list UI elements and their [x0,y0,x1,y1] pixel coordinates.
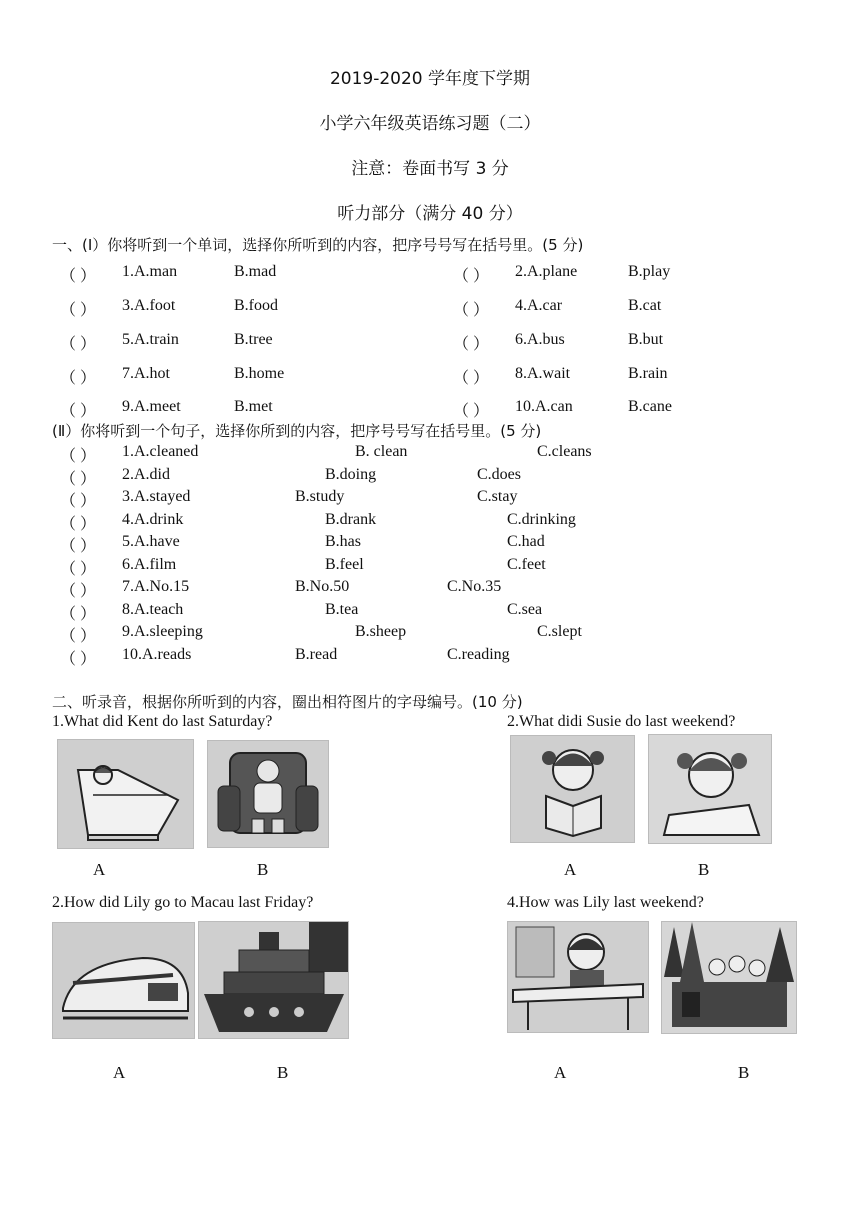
option-a: 8.A.wait [515,365,571,382]
answer-paren[interactable]: （ ） [60,606,97,623]
ship-picture[interactable] [198,921,349,1039]
answer-paren[interactable]: （ ） [60,471,97,488]
question-2: 2.What didi Susie do last weekend? [507,713,736,730]
question-3: 2.How did Lily go to Macau last Friday? [52,894,314,911]
option-a: 2.A.plane [515,263,578,280]
q1-label-b[interactable]: B [257,860,269,879]
option-c: C.sea [507,601,543,618]
option-a: 5.A.train [122,331,179,348]
option-b: B.doing [325,466,377,483]
q4-label-a[interactable]: A [554,1063,567,1082]
option-a: 9.A.sleeping [122,623,203,640]
q3-label-b[interactable]: B [277,1063,289,1082]
option-a: 1.A.man [122,263,178,280]
train-picture[interactable] [52,922,195,1039]
option-a: 5.A.have [122,533,180,550]
option-a: 1.A.cleaned [122,443,199,460]
option-b: B.food [234,297,278,314]
q3-label-a[interactable]: A [113,1063,126,1082]
answer-paren[interactable]: （ ） [60,268,97,285]
answer-paren[interactable]: （ ） [60,651,97,668]
option-b: B.No.50 [295,578,350,595]
q2-label-b[interactable]: B [698,860,710,879]
bed-picture[interactable] [57,739,194,849]
option-a: 4.A.drink [122,511,184,528]
option-b: B.feel [325,556,364,573]
answer-paren[interactable]: （ ） [60,403,97,420]
option-a: 8.A.teach [122,601,184,618]
option-c: C.No.35 [447,578,502,595]
option-b: B.study [295,488,345,505]
option-a: 4.A.car [515,297,563,314]
option-a: 2.A.did [122,466,170,483]
question-4: 4.How was Lily last weekend? [507,894,704,911]
answer-paren[interactable]: （ ） [60,561,97,578]
armchair-picture[interactable] [207,740,329,848]
option-a: 7.A.No.15 [122,578,190,595]
option-a: 3.A.stayed [122,488,191,505]
girl-reading-picture[interactable] [510,735,635,843]
option-b: B.read [295,646,338,663]
option-a: 6.A.bus [515,331,565,348]
answer-paren[interactable]: （ ） [453,403,490,420]
option-b: B.drank [325,511,377,528]
title-notice: 注意：卷面书写 3 分 [351,159,509,179]
option-a: 10.A.reads [122,646,192,663]
part1b-heading: (Ⅱ）你将听到一个句子，选择你所到的内容，把序号号写在括号里。(5 分) [52,422,542,440]
option-b: B.rain [628,365,668,382]
option-b: B.cane [628,398,672,415]
answer-paren[interactable]: （ ） [60,493,97,510]
answer-paren[interactable]: （ ） [60,516,97,533]
answer-paren[interactable]: （ ） [60,448,97,465]
answer-paren[interactable]: （ ） [60,336,97,353]
option-b: B.met [234,398,273,415]
option-b: B.has [325,533,361,550]
option-a: 6.A.film [122,556,177,573]
part1a-heading: 一、(Ⅰ）你将听到一个单词，选择你所听到的内容，把序号号写在括号里。(5 分) [52,236,584,254]
title-listening: 听力部分（满分 40 分） [337,204,523,224]
answer-paren[interactable]: （ ） [453,302,490,319]
option-a: 3.A.foot [122,297,176,314]
option-b: B.tea [325,601,359,618]
option-b: B.tree [234,331,273,348]
answer-paren[interactable]: （ ） [60,302,97,319]
option-b: B.home [234,365,285,382]
answer-paren[interactable]: （ ） [60,628,97,645]
title-exam: 小学六年级英语练习题（二） [319,114,541,134]
option-a: 10.A.can [515,398,573,415]
option-c: C.stay [477,488,518,505]
option-c: C.slept [537,623,582,640]
answer-paren[interactable]: （ ） [453,336,490,353]
part2-heading: 二、听录音，根据你所听到的内容，圈出相符图片的字母编号。(10 分) [52,693,523,711]
option-c: C.cleans [537,443,592,460]
option-b: B.but [628,331,664,348]
answer-paren[interactable]: （ ） [60,583,97,600]
option-b: B.cat [628,297,662,314]
girl-writing-picture[interactable] [648,734,772,844]
option-a: 9.A.meet [122,398,181,415]
option-c: C.had [507,533,545,550]
option-b: B.sheep [355,623,407,640]
girl-at-desk-picture[interactable] [507,921,649,1033]
option-b: B.play [628,263,671,280]
question-1: 1.What did Kent do last Saturday? [52,713,273,730]
q1-label-a[interactable]: A [93,860,106,879]
option-b: B. clean [355,443,408,460]
option-c: C.drinking [507,511,576,528]
option-c: C.reading [447,646,510,663]
option-c: C.feet [507,556,546,573]
q2-label-a[interactable]: A [564,860,577,879]
answer-paren[interactable]: （ ） [453,268,490,285]
answer-paren[interactable]: （ ） [60,538,97,555]
title-year: 2019-2020 学年度下学期 [329,69,531,89]
q4-label-b[interactable]: B [738,1063,750,1082]
option-c: C.does [477,466,521,483]
option-a: 7.A.hot [122,365,170,382]
option-b: B.mad [234,263,277,280]
answer-paren[interactable]: （ ） [60,370,97,387]
people-in-forest-picture[interactable] [661,921,797,1034]
answer-paren[interactable]: （ ） [453,370,490,387]
